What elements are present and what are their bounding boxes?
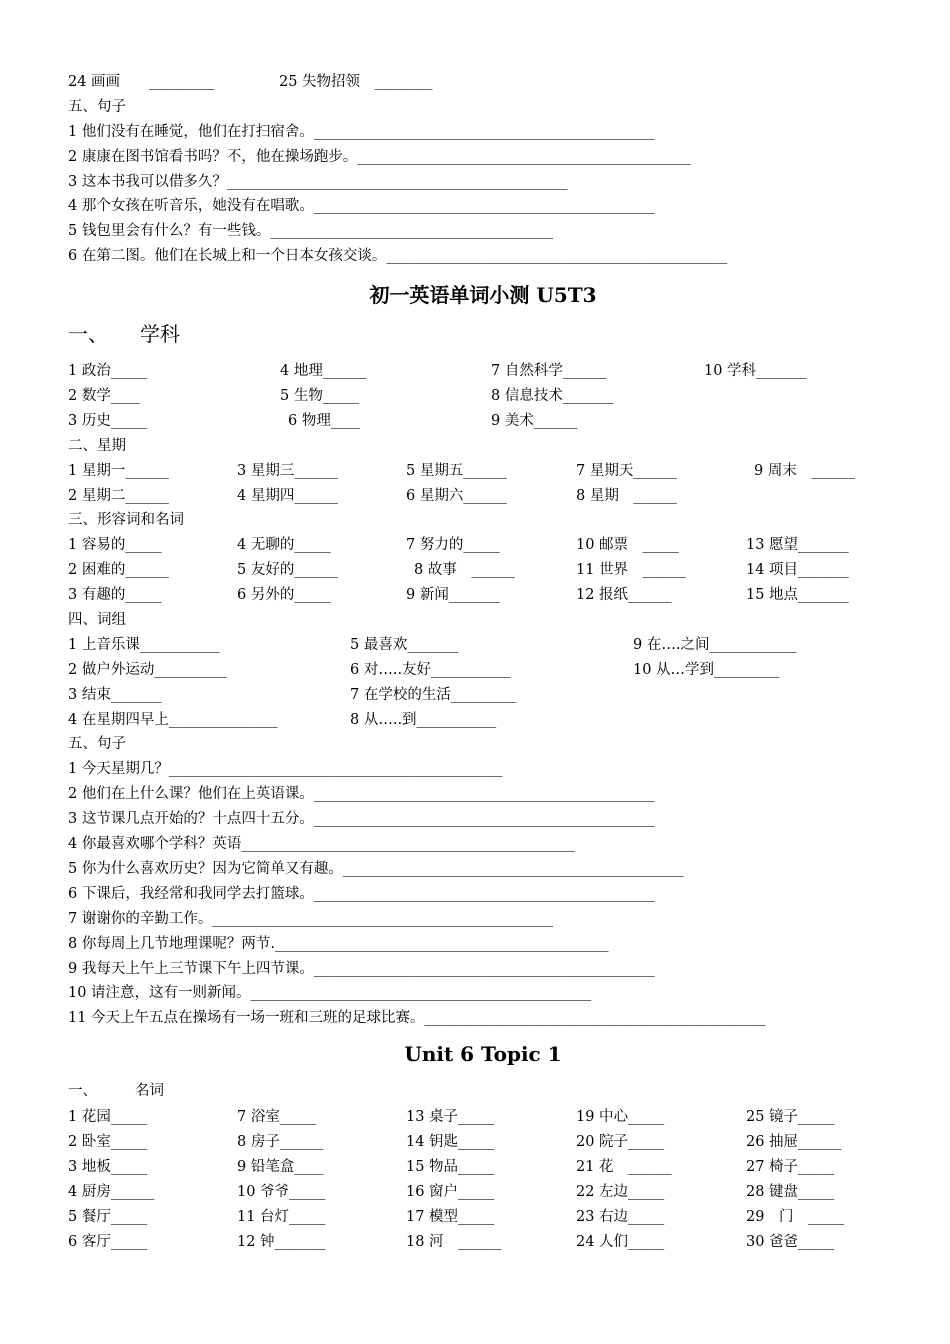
adjective-item: 14 项目_______ [746,562,849,579]
phrase-item: 5 最喜欢_______ [350,636,459,653]
noun-item: 16 窗户_____ [406,1183,495,1200]
u5t3-sentence-1: 1 今天星期几？______________________________________________ [68,761,503,778]
noun-item: 5 餐厅_____ [68,1208,148,1225]
adjective-item: 3 有趣的_____ [68,587,162,604]
nouns-heading [68,1079,898,1105]
phrase-item: 9 在….之间____________ [633,636,797,653]
weekdays-row-2 [68,484,898,509]
subjects-heading [68,317,898,351]
subject-item: 4 地理______ [280,363,367,380]
weekday-item: 4 星期四______ [237,487,338,504]
noun-item: 6 客厅_____ [68,1233,148,1250]
adjective-item: 4 无聊的_____ [237,537,331,554]
noun-item: 27 椅子_____ [746,1158,835,1175]
adjective-item: 6 另外的_____ [237,587,331,604]
top-sentence-3: 3 这本书我可以借多久？_______________________________________________ [68,173,568,190]
phrase-item: 8 从…..到___________ [350,711,497,728]
u5t3-sentence-5: 5 你为什么喜欢历史？因为它简单又有趣。_______________________________________________ [68,860,684,877]
nouns-row-1 [68,1105,898,1130]
phrases-row-3 [68,683,898,708]
top-sentence-5: 5 钱包里会有什么？有一些钱。_______________________________________ [68,223,554,240]
phrases-row-1 [68,633,898,658]
phrase-item: 10 从…学到_________ [633,661,780,678]
noun-item: 25 镜子_____ [746,1109,835,1126]
noun-item: 14 钥匙_____ [406,1134,495,1151]
adjectives-row-3 [68,583,898,608]
u5t3-sentence-10: 10 请注意，这有一则新闻。_______________________________________________ [68,985,592,1002]
noun-item: 12 钟_______ [237,1233,326,1250]
noun-item: 2 卧室_____ [68,1134,148,1151]
nouns-heading-num: 一、 [68,1083,97,1100]
top-vocab-row [68,70,898,95]
noun-item: 21 花 ______ [576,1158,672,1175]
phrase-item: 4 在星期四早上_______________ [68,711,278,728]
subject-item: 1 政治_____ [68,363,148,380]
noun-item: 22 左边_____ [576,1183,665,1200]
nouns-row-6 [68,1230,898,1255]
noun-item: 13 桌子_____ [406,1109,495,1126]
phrase-item: 3 结束_______ [68,686,162,703]
subject-item: 8 信息技术_______ [491,388,614,405]
adjective-item: 9 新闻_______ [406,587,500,604]
top-sentence-2: 2 康康在图书馆看书吗？不，他在操场跑步。______________________________________________ [68,148,691,165]
u6t1-title: Unit 6 Topic 1 [404,1042,562,1067]
noun-item: 29 门 _____ [746,1208,845,1225]
u5t3-sentence-7: 7 谢谢你的辛勤工作。_______________________________________________ [68,910,554,927]
noun-item: 18 河 ______ [406,1233,502,1250]
adjective-item: 15 地点_______ [746,587,849,604]
weekday-item: 6 星期六______ [406,487,507,504]
phrase-item: 7 在学校的生活_________ [350,686,517,703]
adjective-item: 1 容易的_____ [68,537,162,554]
vocab-item-25: 25 失物招领 ________ [279,74,433,90]
adjective-item: 12 报纸______ [576,587,672,604]
phrase-item: 2 做户外运动__________ [68,661,227,678]
noun-item: 28 键盘_____ [746,1183,835,1200]
subject-item: 6 物理____ [288,412,360,429]
noun-item: 15 物品_____ [406,1158,495,1175]
u5t3-sentence-2: 2 他们在上什么课？他们在上英语课。_______________________________________________ [68,786,655,803]
adjectives-row-2 [68,558,898,583]
noun-item: 20 院子_____ [576,1134,665,1151]
noun-item: 3 地板_____ [68,1158,148,1175]
noun-item: 1 花园_____ [68,1109,148,1126]
weekday-item: 3 星期三______ [237,462,338,479]
phrases-row-4 [68,708,898,733]
noun-item: 24 人们_____ [576,1233,665,1250]
weekday-item: 8 星期 ______ [576,487,677,504]
phrases-heading: 四、词组 [68,612,126,629]
top-sentences-heading: 五、句子 [68,98,126,115]
weekday-item: 7 星期天______ [576,462,677,479]
u5t3-sentences-heading: 五、句子 [68,736,126,753]
subject-item: 5 生物_____ [280,388,360,405]
noun-item: 11 台灯_____ [237,1208,326,1225]
subjects-heading-num: 一、 [68,322,108,347]
u5t3-sentence-9: 9 我每天上午上三节课下午上四节课。_______________________________________________ [68,960,655,977]
adjective-item: 5 友好的______ [237,562,338,579]
nouns-row-3 [68,1155,898,1180]
subject-item: 10 学科_______ [704,363,807,380]
noun-item: 30 爸爸_____ [746,1233,835,1250]
weekday-item: 9 周末 ______ [754,462,855,479]
u5t3-sentence-6: 6 下课后，我经常和我同学去打篮球。_______________________________________________ [68,885,655,902]
nouns-row-2 [68,1130,898,1155]
subject-item: 7 自然科学______ [491,363,607,380]
u5t3-sentence-11: 11 今天上午五点在操场有一场一班和三班的足球比赛。_______________________________________________ [68,1010,766,1027]
weekday-item: 1 星期一______ [68,462,169,479]
weekday-item: 2 星期二______ [68,487,169,504]
weekday-item: 5 星期五______ [406,462,507,479]
subjects-row-2 [68,384,898,409]
top-sentence-4: 4 那个女孩在听音乐，她没有在唱歌。_______________________________________________ [68,198,655,215]
adjective-item: 7 努力的_____ [406,537,500,554]
subjects-row-1 [68,359,898,384]
nouns-row-5 [68,1205,898,1230]
subjects-row-3 [68,409,898,434]
noun-item: 7 浴室_____ [237,1109,317,1126]
nouns-row-4 [68,1180,898,1205]
subject-item: 9 美术______ [491,412,578,429]
adjective-item: 10 邮票 _____ [576,537,679,554]
noun-item: 9 铅笔盒____ [237,1158,324,1175]
u5t3-title: 初一英语单词小测 U5T3 [369,283,597,308]
vocab-item-24: 24 画画 _________ [68,74,215,90]
adjective-item: 13 愿望_______ [746,537,849,554]
top-sentence-1: 1 他们没有在睡觉，他们在打扫宿舍。_______________________________________________ [68,123,655,140]
adjectives-heading: 三、形容词和名词 [68,512,184,529]
noun-item: 4 厨房______ [68,1183,155,1200]
phrase-item: 6 对…..友好___________ [350,661,511,678]
subjects-heading-label: 学科 [140,322,180,347]
top-sentence-6: 6 在第二图。他们在长城上和一个日本女孩交谈。_______________________________________________ [68,248,728,265]
noun-item: 26 抽屉______ [746,1134,842,1151]
noun-item: 8 房子______ [237,1134,324,1151]
weekdays-row-1 [68,459,898,484]
adjective-item: 11 世界 ______ [576,562,687,579]
noun-item: 19 中心_____ [576,1109,665,1126]
subject-item: 3 历史_____ [68,412,148,429]
noun-item: 17 模型_____ [406,1208,495,1225]
u5t3-sentence-4: 4 你最喜欢哪个学科？英语______________________________________________ [68,836,575,853]
u5t3-sentence-3: 3 这节课几点开始的？十点四十五分。_______________________________________________ [68,811,655,828]
adjective-item: 2 困难的______ [68,562,169,579]
noun-item: 10 爷爷_____ [237,1183,326,1200]
worksheet-page [68,70,898,1255]
nouns-heading-label: 名词 [135,1083,164,1100]
subject-item: 2 数学____ [68,388,140,405]
phrase-item: 1 上音乐课___________ [68,636,220,653]
adjective-item: 8 故事 ______ [414,562,515,579]
u5t3-sentence-8: 8 你每周上几节地理课呢？两节.______________________________________________ [68,935,609,952]
noun-item: 23 右边_____ [576,1208,665,1225]
phrases-row-2 [68,658,898,683]
adjectives-row-1 [68,533,898,558]
weekdays-heading: 二、星期 [68,437,126,454]
